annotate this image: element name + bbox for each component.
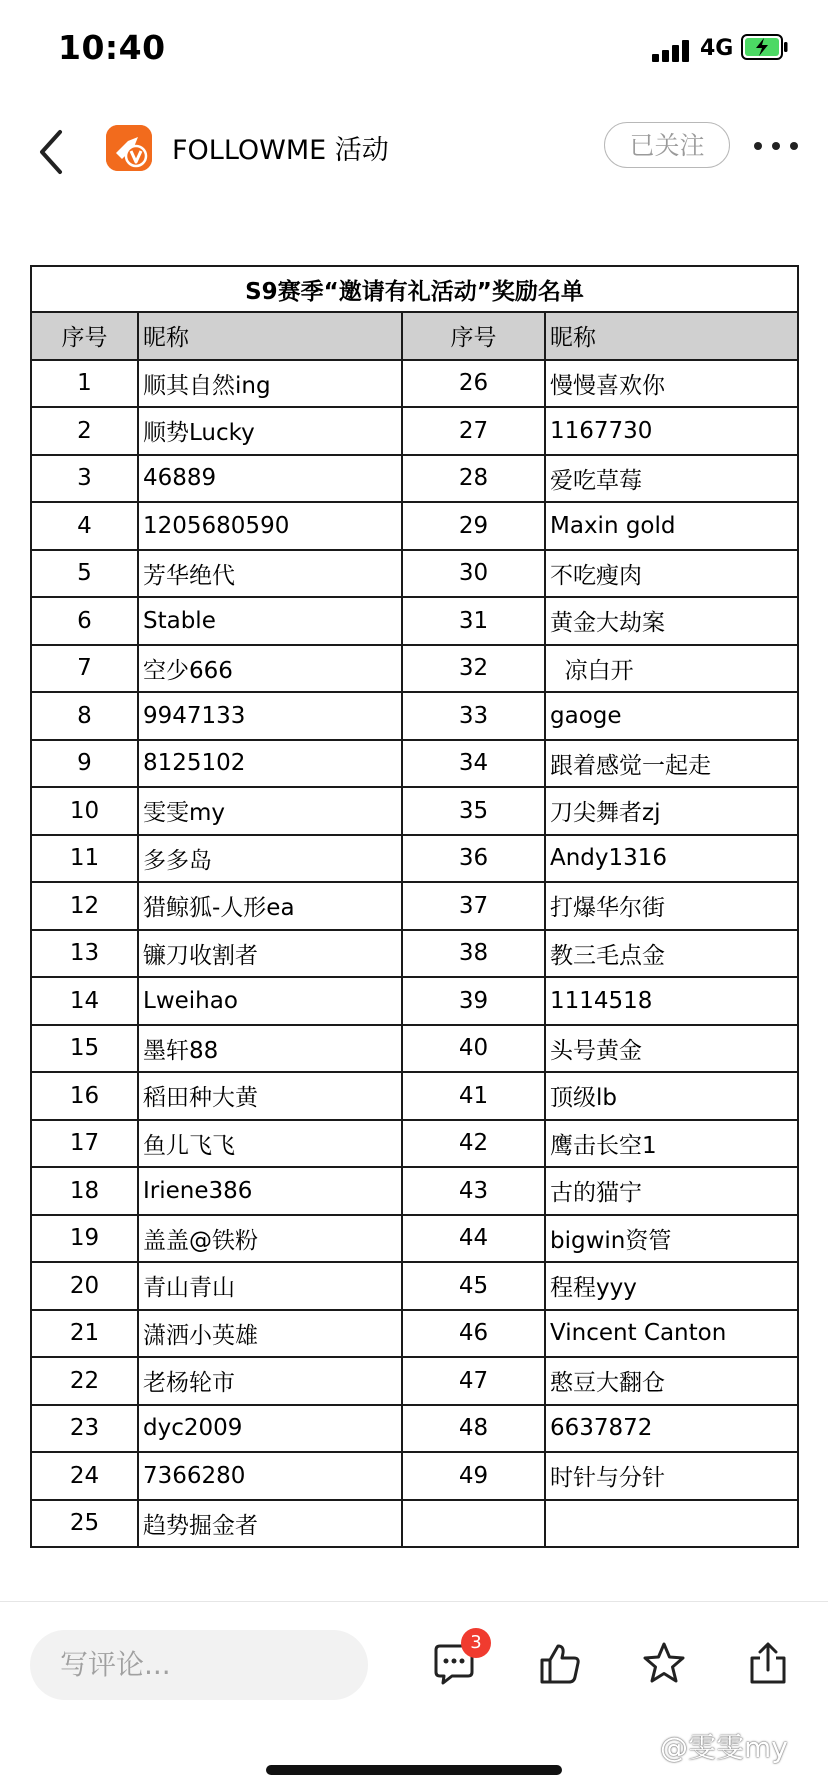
row-seq-cell: 32 bbox=[402, 645, 545, 693]
row-nickname-cell: 刀尖舞者zj bbox=[545, 787, 798, 835]
back-arrow-icon[interactable] bbox=[30, 124, 70, 180]
header-nickname: 昵称 bbox=[545, 312, 798, 360]
row-seq-cell: 13 bbox=[31, 930, 138, 978]
row-seq-cell: 44 bbox=[402, 1215, 545, 1263]
table-row bbox=[31, 930, 798, 978]
row-nickname-cell: gaoge bbox=[545, 692, 798, 740]
row-seq-cell: 41 bbox=[402, 1072, 545, 1120]
row-seq-cell: 21 bbox=[31, 1310, 138, 1358]
row-nickname-cell: 鹰击长空1 bbox=[545, 1120, 798, 1168]
nav-bar bbox=[0, 100, 828, 210]
like-icon[interactable] bbox=[536, 1640, 584, 1688]
page-title: FOLLOWME 活动 bbox=[172, 135, 389, 166]
row-seq-cell: 49 bbox=[402, 1452, 545, 1500]
row-seq-cell: 17 bbox=[31, 1120, 138, 1168]
row-nickname-cell: dyc2009 bbox=[138, 1405, 402, 1453]
row-seq-cell: 34 bbox=[402, 740, 545, 788]
row-nickname-cell: 墨轩88 bbox=[138, 1025, 402, 1073]
row-seq-cell: 4 bbox=[31, 502, 138, 550]
row-seq-cell: 8 bbox=[31, 692, 138, 740]
table-row bbox=[31, 1357, 798, 1405]
table-row bbox=[31, 1120, 798, 1168]
row-seq-cell: 28 bbox=[402, 455, 545, 503]
row-seq-cell: 19 bbox=[31, 1215, 138, 1263]
row-nickname-cell: Stable bbox=[138, 597, 402, 645]
row-seq-cell: 43 bbox=[402, 1167, 545, 1215]
table-row bbox=[31, 1167, 798, 1215]
row-nickname-cell bbox=[545, 1500, 798, 1548]
row-nickname-cell: 不吃瘦肉 bbox=[545, 550, 798, 598]
row-seq-cell: 36 bbox=[402, 835, 545, 883]
table-row bbox=[31, 1452, 798, 1500]
status-time: 10:40 bbox=[58, 28, 166, 67]
row-nickname-cell: Vincent Canton bbox=[545, 1310, 798, 1358]
row-seq-cell: 31 bbox=[402, 597, 545, 645]
row-seq-cell: 48 bbox=[402, 1405, 545, 1453]
row-nickname-cell: 镰刀收割者 bbox=[138, 930, 402, 978]
table-row bbox=[31, 740, 798, 788]
row-nickname-cell: Iriene386 bbox=[138, 1167, 402, 1215]
row-nickname-cell: 潇洒小英雄 bbox=[138, 1310, 402, 1358]
row-seq-cell: 25 bbox=[31, 1500, 138, 1548]
row-nickname-cell: 时针与分针 bbox=[545, 1452, 798, 1500]
row-nickname-cell: 跟着感觉一起走 bbox=[545, 740, 798, 788]
row-nickname-cell: 鱼儿飞飞 bbox=[138, 1120, 402, 1168]
row-seq-cell: 6 bbox=[31, 597, 138, 645]
row-seq-cell: 18 bbox=[31, 1167, 138, 1215]
row-seq-cell: 39 bbox=[402, 977, 545, 1025]
followme-logo bbox=[106, 125, 152, 171]
row-seq-cell: 11 bbox=[31, 835, 138, 883]
table-row bbox=[31, 407, 798, 455]
row-nickname-cell: 程程yyy bbox=[545, 1262, 798, 1310]
more-options-icon[interactable] bbox=[754, 140, 798, 152]
row-nickname-cell: 趋势掘金者 bbox=[138, 1500, 402, 1548]
table-header-row bbox=[31, 312, 798, 360]
row-nickname-cell: 老杨轮市 bbox=[138, 1357, 402, 1405]
table-row bbox=[31, 455, 798, 503]
table-row bbox=[31, 502, 798, 550]
table-title: S9赛季“邀请有礼活动”奖励名单 bbox=[31, 266, 798, 312]
row-nickname-cell: 盖盖@铁粉 bbox=[138, 1215, 402, 1263]
row-nickname-cell: 打爆华尔街 bbox=[545, 882, 798, 930]
row-seq-cell: 27 bbox=[402, 407, 545, 455]
table-row bbox=[31, 597, 798, 645]
comment-count-badge: 3 bbox=[461, 1628, 491, 1658]
table-row bbox=[31, 977, 798, 1025]
row-nickname-cell: 雯雯my bbox=[138, 787, 402, 835]
table-row bbox=[31, 645, 798, 693]
table-row bbox=[31, 1072, 798, 1120]
home-indicator[interactable] bbox=[266, 1765, 562, 1775]
row-nickname-cell: 稻田种大黄 bbox=[138, 1072, 402, 1120]
header-nickname: 昵称 bbox=[138, 312, 402, 360]
row-seq-cell: 38 bbox=[402, 930, 545, 978]
row-seq-cell: 45 bbox=[402, 1262, 545, 1310]
row-nickname-cell: 慢慢喜欢你 bbox=[545, 360, 798, 408]
table-row bbox=[31, 550, 798, 598]
header-seq: 序号 bbox=[31, 312, 138, 360]
row-seq-cell: 37 bbox=[402, 882, 545, 930]
table-row bbox=[31, 1405, 798, 1453]
row-nickname-cell: Andy1316 bbox=[545, 835, 798, 883]
battery-charging-icon bbox=[741, 34, 789, 60]
table-row bbox=[31, 1310, 798, 1358]
network-type: 4G bbox=[700, 36, 734, 61]
row-seq-cell: 7 bbox=[31, 645, 138, 693]
row-seq-cell: 22 bbox=[31, 1357, 138, 1405]
row-nickname-cell: 9947133 bbox=[138, 692, 402, 740]
table-row bbox=[31, 882, 798, 930]
row-nickname-cell: 黄金大劫案 bbox=[545, 597, 798, 645]
table-row bbox=[31, 835, 798, 883]
row-nickname-cell: 8125102 bbox=[138, 740, 402, 788]
row-seq-cell: 42 bbox=[402, 1120, 545, 1168]
row-nickname-cell: Maxin gold bbox=[545, 502, 798, 550]
reward-list-table bbox=[30, 265, 799, 1548]
row-seq-cell: 33 bbox=[402, 692, 545, 740]
row-seq-cell: 30 bbox=[402, 550, 545, 598]
table-row bbox=[31, 787, 798, 835]
row-seq-cell: 40 bbox=[402, 1025, 545, 1073]
star-icon[interactable] bbox=[640, 1640, 688, 1688]
row-nickname-cell: 芳华绝代 bbox=[138, 550, 402, 598]
row-seq-cell: 23 bbox=[31, 1405, 138, 1453]
bottom-divider bbox=[0, 1601, 828, 1602]
table-row bbox=[31, 692, 798, 740]
row-seq-cell: 20 bbox=[31, 1262, 138, 1310]
table-row bbox=[31, 1262, 798, 1310]
row-nickname-cell: 46889 bbox=[138, 455, 402, 503]
header-seq: 序号 bbox=[402, 312, 545, 360]
row-seq-cell: 10 bbox=[31, 787, 138, 835]
row-nickname-cell: 猎鲸狐-人形ea bbox=[138, 882, 402, 930]
row-nickname-cell: 爱吃草莓 bbox=[545, 455, 798, 503]
row-seq-cell: 15 bbox=[31, 1025, 138, 1073]
row-seq-cell: 46 bbox=[402, 1310, 545, 1358]
row-seq-cell: 47 bbox=[402, 1357, 545, 1405]
row-nickname-cell: Lweihao bbox=[138, 977, 402, 1025]
status-bar bbox=[0, 0, 828, 100]
row-nickname-cell: 1167730 bbox=[545, 407, 798, 455]
row-seq-cell: 24 bbox=[31, 1452, 138, 1500]
follow-button[interactable]: 已关注 bbox=[604, 122, 730, 168]
table-row bbox=[31, 1215, 798, 1263]
row-nickname-cell: 青山青山 bbox=[138, 1262, 402, 1310]
row-nickname-cell: bigwin资管 bbox=[545, 1215, 798, 1263]
row-seq-cell: 12 bbox=[31, 882, 138, 930]
row-seq-cell bbox=[402, 1500, 545, 1548]
row-seq-cell: 1 bbox=[31, 360, 138, 408]
row-nickname-cell: 空少666 bbox=[138, 645, 402, 693]
row-nickname-cell: 憨豆大翻仓 bbox=[545, 1357, 798, 1405]
table-row bbox=[31, 360, 798, 408]
comment-input[interactable]: 写评论... bbox=[30, 1630, 368, 1700]
row-seq-cell: 16 bbox=[31, 1072, 138, 1120]
table-row bbox=[31, 1500, 798, 1548]
share-icon[interactable] bbox=[744, 1640, 792, 1688]
row-nickname-cell: 凉白开 bbox=[545, 645, 798, 693]
row-seq-cell: 29 bbox=[402, 502, 545, 550]
watermark: @雯雯my bbox=[660, 1731, 788, 1764]
row-nickname-cell: 头号黄金 bbox=[545, 1025, 798, 1073]
row-nickname-cell: 1205680590 bbox=[138, 502, 402, 550]
table-row bbox=[31, 1025, 798, 1073]
row-seq-cell: 5 bbox=[31, 550, 138, 598]
row-nickname-cell: 1114518 bbox=[545, 977, 798, 1025]
row-nickname-cell: 顺势Lucky bbox=[138, 407, 402, 455]
row-seq-cell: 3 bbox=[31, 455, 138, 503]
row-seq-cell: 14 bbox=[31, 977, 138, 1025]
row-nickname-cell: 多多岛 bbox=[138, 835, 402, 883]
signal-icon bbox=[652, 40, 692, 62]
row-nickname-cell: 7366280 bbox=[138, 1452, 402, 1500]
row-nickname-cell: 顺其自然ing bbox=[138, 360, 402, 408]
row-nickname-cell: 顶级lb bbox=[545, 1072, 798, 1120]
row-seq-cell: 2 bbox=[31, 407, 138, 455]
row-seq-cell: 9 bbox=[31, 740, 138, 788]
row-nickname-cell: 古的猫宁 bbox=[545, 1167, 798, 1215]
row-seq-cell: 35 bbox=[402, 787, 545, 835]
row-nickname-cell: 6637872 bbox=[545, 1405, 798, 1453]
row-nickname-cell: 教三毛点金 bbox=[545, 930, 798, 978]
row-seq-cell: 26 bbox=[402, 360, 545, 408]
